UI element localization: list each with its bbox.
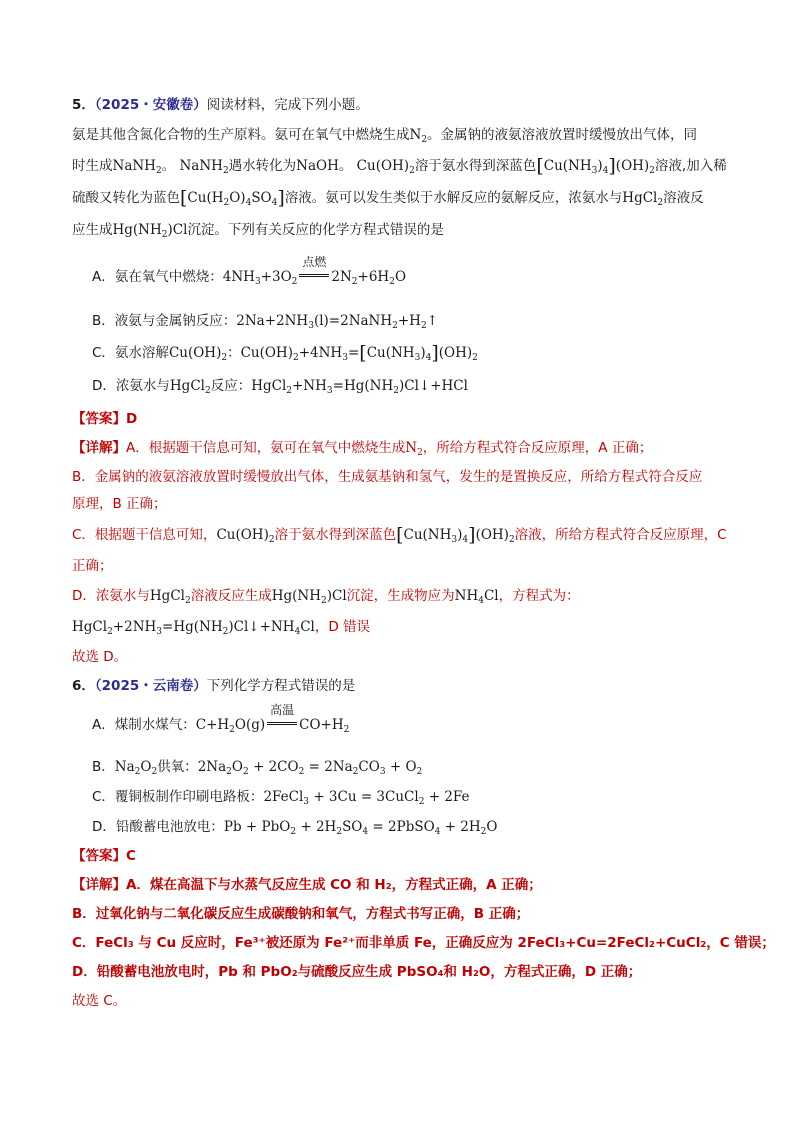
- text: 溶液,加入稀: [654, 158, 727, 174]
- text: 氨是其他含氮化合物的生产原料。氨可在氧气中燃烧生成: [72, 127, 410, 143]
- text: D．铅酸蓄电池放电时，Pb 和 PbO₂与硫酸反应生成 PbSO₄和 H₂O，方程式正确，D 正确；: [72, 964, 642, 980]
- formula: $N_2$: [405, 440, 423, 458]
- text: 沉淀，生成物应为: [346, 588, 455, 604]
- formula: $Cu(OH)_2$: [168, 345, 228, 363]
- text: ，: [314, 619, 329, 635]
- q6-detail-d: [72, 961, 734, 983]
- text: 。金属钠的液氨溶液放置时缓慢放出气体，同: [427, 127, 698, 143]
- formula: $Cu(OH)_2$: [356, 158, 415, 176]
- text: 故选 D。: [72, 649, 128, 665]
- formula: HgCl$_2$: [149, 588, 191, 606]
- q5-detail-a: [72, 437, 734, 459]
- q6-option-b: [92, 756, 734, 778]
- q6-option-a: [92, 703, 734, 736]
- q5-material-line-3: [72, 187, 734, 209]
- option-label: A．氨在氧气中燃烧：: [92, 269, 223, 285]
- q5-answer: [72, 408, 734, 430]
- text: C: [717, 527, 727, 543]
- option-label: B．液氨与金属钠反应：: [92, 313, 237, 329]
- detail-tag: 【详解】: [72, 440, 126, 456]
- q6-answer: [72, 845, 734, 867]
- text: D．浓氨水与: [72, 588, 150, 604]
- q5-detail-d-1: [72, 585, 734, 607]
- q5-detail-c-2: [72, 555, 734, 577]
- equation: $2Na_2O_2 + 2CO_2 = 2Na_2CO_3 + O_2$: [197, 759, 423, 777]
- formula: NaNH$_2$: [179, 158, 229, 176]
- q6-option-d: [92, 816, 734, 838]
- q6-conclusion: [72, 990, 734, 1012]
- q5-material-line-4: [72, 219, 734, 241]
- q5-conclusion: [72, 646, 734, 668]
- text: A．根据题干信息可知，氨可在氧气中燃烧生成: [126, 440, 406, 456]
- q6-source: （2025・云南卷）: [94, 678, 207, 694]
- q5-option-b: [92, 310, 734, 332]
- q5-option-c: [92, 342, 734, 364]
- text: C．FeCl₃ 与 Cu 反应时，Fe³⁺被还原为 Fe²⁺而非单质 Fe，正确反应为 2FeCl₃+Cu=2FeCl₂+CuCl₂，C 错误；: [72, 935, 775, 951]
- formula: $[Cu(H_2O)_4SO_4]$: [180, 187, 285, 209]
- formula: $Hg(NH_2)Cl$: [112, 222, 188, 240]
- q6-header: [72, 675, 734, 697]
- equation: $Cu(OH)_2+4NH_3=[Cu(NH_3)_4](OH)_2$: [240, 342, 478, 364]
- equation: $HgCl_2+2NH_3=Hg(NH_2)Cl↓+NH_4Cl$: [72, 619, 315, 637]
- text: A 正确；: [598, 440, 653, 456]
- text: ，所给方程式符合反应原理，: [422, 440, 599, 456]
- text: 故选 C。: [72, 993, 127, 1009]
- text: B．金属钠的液氨溶液放置时缓慢放出气体，生成氨基钠和氢气，发生的是置换反应，所给方程式符合反应: [72, 469, 703, 485]
- option-label: C．氨水溶解: [92, 345, 169, 361]
- text: 时生成: [72, 158, 113, 174]
- answer-tag: 【答案】: [72, 411, 126, 427]
- text: 溶于氨水得到深蓝色: [414, 158, 537, 174]
- q6-detail-b: [72, 903, 734, 925]
- q5-option-d: [92, 375, 734, 397]
- formula: $[Cu(NH_3)_4](OH)_2$: [396, 524, 515, 546]
- text: A．煤在高温下与水蒸气反应生成 CO 和 H₂，方程式正确，A 正确；: [126, 877, 542, 893]
- q5-detail-d-2: [72, 616, 734, 638]
- option-label: D．铅酸蓄电池放电：: [92, 819, 224, 835]
- formula: $[Cu(NH_3)_4](OH)_2$: [536, 155, 655, 177]
- q5-detail-b-1: [72, 466, 734, 488]
- text: 。: [338, 158, 353, 174]
- text: 原理，: [72, 496, 113, 512]
- q5-prompt: 阅读材料，完成下列小题。: [206, 97, 369, 113]
- text: D 错误: [328, 619, 371, 635]
- text: 溶于氨水得到深蓝色: [274, 527, 397, 543]
- text: 溶液反: [663, 190, 704, 206]
- equation: $HgCl_2+NH_3=Hg(NH_2)Cl↓+HCl$: [251, 378, 468, 396]
- q5-material-line-1: [72, 124, 734, 146]
- formula: HgCl$_2$: [169, 378, 211, 396]
- option-label: D．浓氨水与: [92, 378, 170, 394]
- condition-text: 高温: [270, 703, 295, 717]
- equation: $Pb + PbO_2 + 2H_2SO_4$ = 2PbSO$_4$ + $2H_2O$: [223, 819, 498, 837]
- answer-value: C: [126, 848, 136, 864]
- text: 溶液，所给方程式符合反应原理，: [514, 527, 718, 543]
- q5-number: 5．: [72, 97, 95, 113]
- text: B 正确；: [112, 496, 167, 512]
- q5-source: （2025・安徽卷）: [94, 97, 207, 113]
- option-label: A．煤制水煤气：: [92, 717, 196, 733]
- detail-tag: 【详解】: [72, 877, 126, 893]
- formula: NaNH$_2$: [112, 158, 162, 176]
- q5-option-a: [92, 255, 734, 288]
- answer-value: D: [126, 411, 138, 427]
- formula: $Na_2O_2$: [114, 759, 158, 777]
- q5-material-line-2: [72, 155, 734, 177]
- q6-prompt: 下列化学方程式错误的是: [206, 678, 356, 694]
- equation: $4NH_3+3O_2$ 点燃 $2N_2+6H_2O$: [223, 269, 406, 285]
- q6-option-c: [92, 786, 734, 808]
- condition-arrow: [267, 703, 297, 736]
- option-label: 反应：: [210, 378, 252, 394]
- formula: $Cu(OH)_2$: [216, 527, 275, 545]
- condition-text: 点燃: [302, 255, 327, 269]
- equation: $C+H_2O(g)$ 高温 $CO+H_2$: [196, 717, 350, 733]
- text: 溶液反应生成: [190, 588, 272, 604]
- q6-number: 6．: [72, 678, 95, 694]
- formula: HgCl$_2$: [622, 190, 664, 208]
- text: C．根据题干信息可知，: [72, 527, 217, 543]
- condition-arrow: [299, 255, 329, 288]
- option-label: ：: [227, 345, 241, 361]
- formula: $NH_4Cl$: [454, 588, 499, 606]
- equation: 2FeCl$_3$ + 3Cu = 3CuCl$_2$ + 2Fe: [263, 789, 470, 807]
- text: ，方程式为：: [498, 588, 580, 604]
- q5-detail-c-1: [72, 524, 734, 546]
- text: 。: [161, 158, 176, 174]
- text: 溶液。氨可以发生类似于水解反应的氨解反应，浓氨水与: [284, 190, 623, 206]
- q6-detail-a: [72, 874, 734, 896]
- q5-detail-b-2: [72, 493, 734, 515]
- option-label: B．: [92, 759, 115, 775]
- text: B．过氧化钠与二氧化碳反应生成碳酸钠和氧气，方程式书写正确，B 正确；: [72, 906, 530, 922]
- text: 沉淀。下列有关反应的化学方程式错误的是: [187, 222, 444, 238]
- formula: NaOH: [296, 158, 339, 174]
- option-label: 供氧：: [157, 759, 198, 775]
- q6-detail-c: [72, 932, 775, 954]
- text: 应生成: [72, 222, 113, 238]
- text: 遇水转化为: [228, 158, 297, 174]
- text: 正确；: [72, 558, 113, 574]
- formula: $N_2$: [409, 127, 428, 145]
- formula: $Hg(NH_2)Cl$: [271, 588, 347, 606]
- option-label: C．覆铜板制作印刷电路板：: [92, 789, 264, 805]
- q5-header: [72, 94, 734, 116]
- equation: $2Na+2NH_3(l)=2NaNH_2+H_2↑$: [236, 313, 439, 331]
- answer-tag: 【答案】: [72, 848, 126, 864]
- text: 硫酸又转化为蓝色: [72, 190, 180, 206]
